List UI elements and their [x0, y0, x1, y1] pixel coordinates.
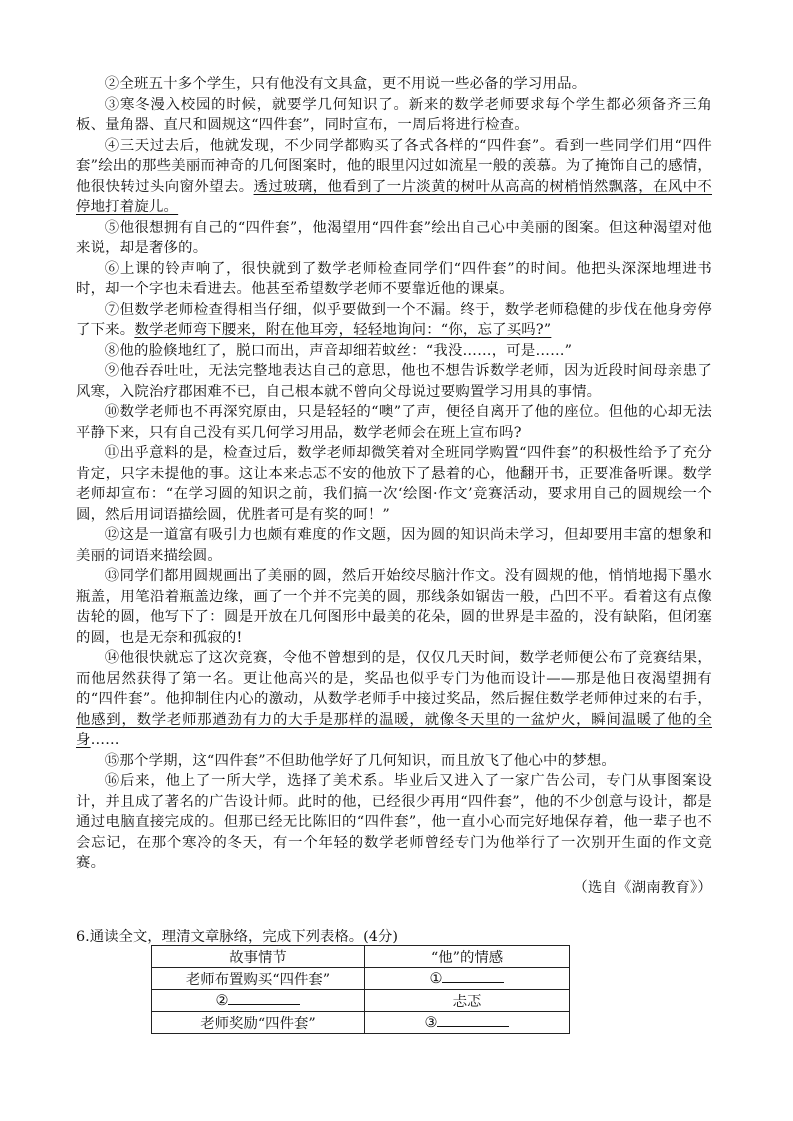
paragraph-text: ⑥上课的铃声响了，很快就到了数学老师检查同学们“四件套”的时间。他把头深深地埋进书时，却一个字也未看进去。他甚至希望数学老师不要靠近他的课桌。	[76, 260, 712, 297]
paragraph-text: ③寒冬漫入校园的时候，就要学几何知识了。新来的数学老师要求每个学生都必须备齐三角板、量角器、直尺和圆规这“四件套”，同时宣布，一周后将进行检查。	[76, 96, 712, 133]
paragraph	[76, 566, 712, 648]
paragraph	[76, 95, 712, 136]
answer-blank[interactable]	[228, 992, 300, 1005]
article-body	[76, 74, 712, 898]
table-cell: 忐忑	[365, 990, 570, 1012]
source-citation: （选自《湖南教育》）	[573, 879, 712, 896]
table-cell: ②	[152, 990, 365, 1012]
paragraph	[76, 648, 712, 751]
paragraph-text: ⑯后来，他上了一所大学，选择了美术系。毕业后又进入了一家广告公司，专门从事图案设计，并且成了著名的广告设计师。此时的他，已经很少再用“四件套”，他的不少创意与设计，都是通过电脑直接完成的。但那已经无比陈旧的“四件套”，他一直小心而完好地保存着，他一辈子也不会忘记，在那个寒冷的冬天，有一个年轻的数学老师曾经专门为他举行了一次别开生面的作文竞赛。	[76, 773, 712, 871]
answer-blank[interactable]	[437, 1014, 509, 1027]
paragraph	[76, 300, 712, 341]
table-header-row	[152, 946, 570, 968]
question-6: 6.通读全文，理清文章脉络，完成下列表格。(4分)	[76, 929, 398, 945]
table-cell: ①	[365, 968, 570, 990]
underlined-text: 数学老师弯下腰来，附在他耳旁，轻轻地询问：“你，忘了买吗?”	[134, 322, 552, 338]
table-header-plot: 故事情节	[152, 946, 365, 968]
paragraph-text: ⑪出乎意料的是，检查过后，数学老师却微笑着对全班同学购置“四件套”的积极性给予了充分肯定，只字未提他的事。这让本来忐忑不安的他放下了悬着的心，他翻开书，正要准备听课。数学老师却宣布：“在学习圆的知识之前，我们搞一次‘绘图·作文’竞赛活动，要求用自己的圆规绘一个圆，然后用词语描绘圆，优胜者可是有奖的呵！”	[76, 445, 712, 523]
paragraph-text: ⑩数学老师也不再深究原由，只是轻轻的“噢”了声，便径自离开了他的座位。但他的心却无法平静下来，只有自己没有买几何学习用品，数学老师会在班上宣布吗?	[76, 404, 712, 441]
paragraph-text: ⑤他很想拥有自己的“四件套”，他渴望用“四件套”绘出自己心中美丽的图案。但这种渴望对他来说，却是奢侈的。	[76, 219, 712, 256]
paragraph-text: ⑭他很快就忘了这次竞赛，令他不曾想到的是，仅仅几天时间，数学老师便公布了竞赛结果，而他居然获得了第一名。更让他高兴的是，奖品也似乎专门为他而设计——那是他日夜渴望拥有的“四件套”。他抑制住内心的激动，从数学老师手中接过奖品，然后握住数学老师伸过来的右手，	[76, 650, 712, 707]
paragraph-text: ②全班五十多个学生，只有他没有文具盒，更不用说一些必备的学习用品。	[104, 76, 587, 92]
table-cell: ③	[365, 1012, 570, 1034]
underlined-text: 透过玻璃，他看到了一片淡黄的树叶从高高的树梢悄然飘落，在风中不停地打着旋儿。	[76, 178, 712, 215]
table-header-emotion: “他”的情感	[365, 946, 570, 968]
paragraph	[76, 218, 712, 259]
paragraph-text: ……	[90, 732, 120, 748]
paragraph	[76, 402, 712, 443]
table-cell: 老师布置购买“四件套”	[152, 968, 365, 990]
table-row	[152, 990, 570, 1012]
paragraph	[76, 751, 712, 772]
table-cell: 老师奖励“四件套”	[152, 1012, 365, 1034]
underlined-text: 他感到，数学老师那遒劲有力的大手是那样的温暖，就像冬天里的一盆炉火，瞬间温暖了他的全身	[76, 711, 712, 748]
paragraph	[76, 525, 712, 566]
table-row	[152, 968, 570, 990]
answer-blank[interactable]	[442, 970, 504, 983]
paragraph	[76, 74, 712, 95]
paragraph	[76, 136, 712, 218]
paragraph-text: ⑬同学们都用圆规画出了美丽的圆，然后开始绞尽脑汁作文。没有圆规的他，悄悄地揭下墨水瓶盖，用笔沿着瓶盖边缘，画了一个并不完美的圆，那线条如锯齿一般，凸凹不平。看着这有点像齿轮的圆，他写下了：圆是开放在几何图形中最美的花朵，圆的世界是丰盈的，没有缺陷，但闭塞的圆，也是无奈和孤寂的!	[76, 568, 712, 646]
paragraph-text: ⑫这是一道富有吸引力也颇有难度的作文题，因为圆的知识尚未学习，但却要用丰富的想象和美丽的词语来描绘圆。	[76, 527, 712, 564]
paragraph-text: ⑮那个学期，这“四件套”不但助他学好了几何知识，而且放飞了他心中的梦想。	[104, 752, 616, 769]
paragraph	[76, 771, 712, 874]
answer-table	[151, 945, 570, 1034]
paragraph-text: ⑧他的脸倏地红了，脱口而出，声音却细若蚊丝：“我没……，可是……”	[104, 342, 573, 359]
paragraph-text: ④三天过去后，他就发现，不少同学都购买了各式各样的“四件套”。看到一些同学们用“四件套”绘出的那些美丽而神奇的几何图案时，他的眼里闪过如流星一般的羡慕。为了掩饰自己的感情，他很快转过头向窗外望去。	[76, 137, 712, 195]
paragraph	[76, 259, 712, 300]
paragraph-text: ⑨他吞吞吐吐，无法完整地表达自己的意思，他也不想告诉数学老师，因为近段时间母亲患了风寒，入院治疗郡困难不已，自己根本就不曾向父母说过要购置学习用具的事情。	[76, 363, 712, 400]
paragraph	[76, 341, 712, 362]
paragraph	[76, 361, 712, 402]
paragraph	[76, 443, 712, 525]
paragraph-text: ⑦但数学老师检查得相当仔细，似乎要做到一个不漏。终于，数学老师稳健的步伐在他身旁停了下来。	[76, 301, 712, 338]
table-row	[152, 1012, 570, 1034]
